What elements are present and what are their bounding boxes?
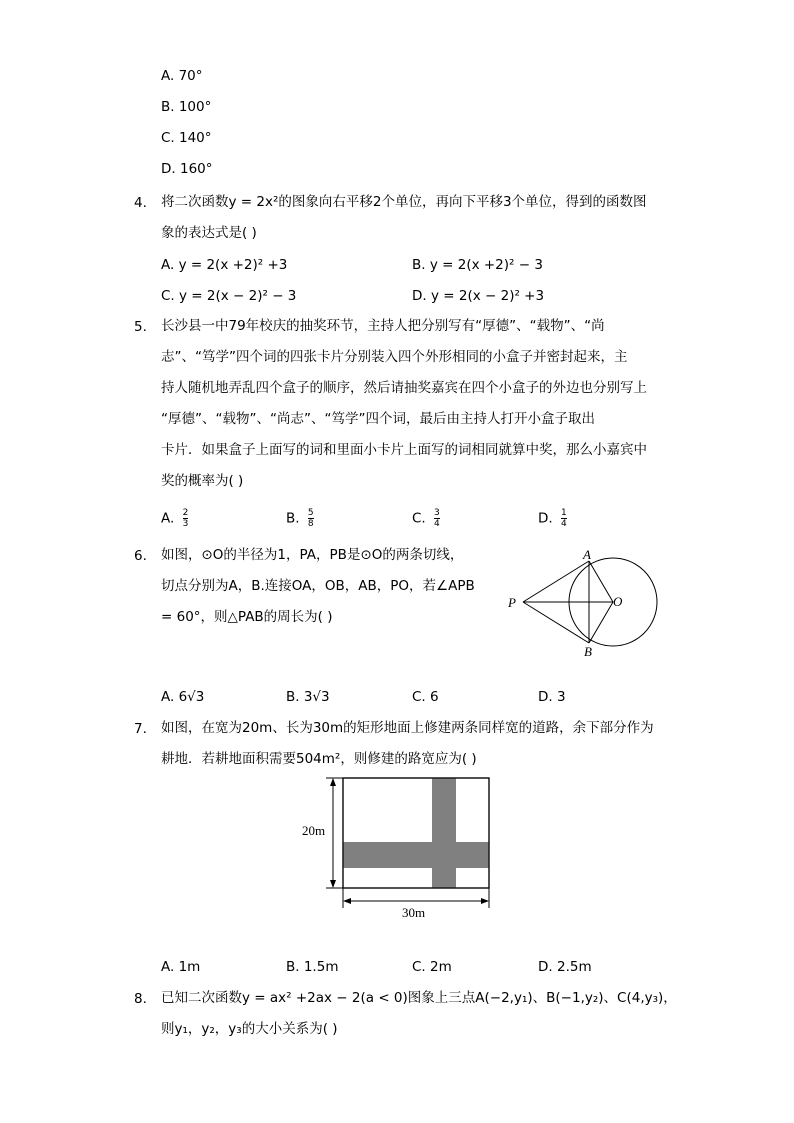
- field-rectangle: [343, 778, 489, 888]
- label-p: P: [508, 595, 516, 610]
- tangent-circle-figure: [500, 545, 665, 660]
- q5-option-c-label: C.: [412, 510, 426, 527]
- q5-number: 5.: [134, 319, 147, 335]
- q5-text-line-3: 持人随机地弄乱四个盒子的顺序，然后请抽奖嘉宾在四个小盒子的外边也分别写上: [161, 380, 647, 396]
- numerator: 2: [182, 508, 189, 518]
- segment-ob: [589, 602, 613, 643]
- q3-option-c: C. 140°: [161, 130, 212, 146]
- q5-text-line-4: “厚德”、“载物”、“尚志”、“笃学”四个词，最后由主持人打开小盒子取出: [161, 411, 595, 427]
- q5-option-b-label: B.: [286, 510, 300, 527]
- q7-number: 7.: [134, 721, 147, 737]
- q7-text-line-1: 如图，在宽为20m、长为30m的矩形地面上修建两条同样宽的道路，余下部分作为: [161, 720, 654, 736]
- road-field-figure: [300, 775, 500, 920]
- q6-text-line-1: 如图，⊙O的半径为1，PA，PB是⊙O的两条切线，: [161, 547, 464, 563]
- q7-option-a: A. 1m: [161, 959, 201, 975]
- denominator: 8: [307, 519, 314, 529]
- q5-text-line-6: 奖的概率为( ): [161, 473, 244, 489]
- q5-option-d-label: D.: [538, 510, 553, 527]
- vertical-road: [432, 778, 456, 888]
- arrow-down-icon: [330, 880, 336, 888]
- q4-option-c: C. y = 2(x − 2)² − 3: [161, 288, 297, 304]
- q5-text-line-5: 卡片．如果盒子上面写的词和里面小卡片上面写的词相同就算中奖，那么小嘉宾中: [161, 442, 647, 458]
- q4-number: 4.: [134, 195, 147, 211]
- q6-option-c: C. 6: [412, 689, 439, 705]
- arrow-right-icon: [481, 898, 489, 904]
- q3-option-d: D. 160°: [161, 161, 213, 177]
- arrow-left-icon: [343, 898, 351, 904]
- arrow-up-icon: [330, 778, 336, 786]
- q4-option-a: A. y = 2(x +2)² +3: [161, 257, 288, 273]
- numerator: 3: [434, 508, 440, 518]
- denominator: 4: [434, 519, 440, 529]
- q4-text-line-2: 象的表达式是( ): [161, 225, 257, 241]
- q7-text-line-2: 耕地．若耕地面积需要504m²，则修建的路宽应为( ): [161, 751, 477, 767]
- q5-option-a: [161, 508, 188, 529]
- label-a: A: [583, 547, 591, 562]
- q4-text-line-1: 将二次函数y = 2x²的图象向右平移2个单位，再向下平移3个单位，得到的函数图: [161, 194, 647, 210]
- horizontal-road: [343, 842, 489, 868]
- label-b: B: [584, 644, 592, 659]
- label-o: O: [613, 594, 623, 609]
- tangent-pb: [523, 602, 589, 643]
- q5-option-b: [286, 508, 314, 529]
- q5-option-a-label: A.: [161, 510, 175, 527]
- segment-oa: [589, 561, 613, 602]
- q7-option-c: C. 2m: [412, 959, 452, 975]
- q6-option-d: D. 3: [538, 689, 566, 705]
- denominator: 3: [182, 519, 189, 529]
- q6-option-a: A. 6√3: [161, 689, 205, 705]
- q6-text-line-2: 切点分别为A，B.连接OA，OB，AB，PO，若∠APB: [161, 578, 475, 594]
- q8-number: 8.: [134, 991, 147, 1007]
- fraction: [308, 508, 314, 529]
- fraction: [434, 508, 440, 529]
- q8-text-line-1: 已知二次函数y = ax² +2ax − 2(a < 0)图象上三点A(−2,y₁)、B(−1,y₂)、C(4,y₃)，: [161, 990, 677, 1006]
- q5-text-line-1: 长沙县一中79年校庆的抽奖环节，主持人把分别写有“厚德”、“载物”、“尚: [161, 318, 605, 334]
- q6-text-line-3: = 60°，则△PAB的周长为( ): [161, 609, 333, 625]
- q5-text-line-2: 志”、“笃学”四个词的四张卡片分别装入四个外形相同的小盒子并密封起来，主: [161, 349, 628, 365]
- fraction: [183, 508, 189, 529]
- fraction: [561, 508, 567, 529]
- label-width: 20m: [302, 823, 326, 838]
- denominator: 4: [560, 519, 567, 529]
- tangent-pa: [523, 561, 589, 602]
- q4-option-b: B. y = 2(x +2)² − 3: [412, 257, 543, 273]
- numerator: 5: [307, 508, 314, 518]
- q4-option-d: D. y = 2(x − 2)² +3: [412, 288, 545, 304]
- numerator: 1: [560, 508, 567, 518]
- q3-option-b: B. 100°: [161, 99, 212, 115]
- q5-option-d: [538, 508, 567, 529]
- q8-text-line-2: 则y₁，y₂，y₃的大小关系为( ): [161, 1021, 338, 1037]
- q6-option-b: B. 3√3: [286, 689, 330, 705]
- q5-option-c: [412, 508, 440, 529]
- q3-option-a: A. 70°: [161, 68, 203, 84]
- q7-option-d: D. 2.5m: [538, 959, 592, 975]
- q7-option-b: B. 1.5m: [286, 959, 339, 975]
- label-length: 30m: [402, 905, 426, 920]
- q6-number: 6.: [134, 548, 147, 564]
